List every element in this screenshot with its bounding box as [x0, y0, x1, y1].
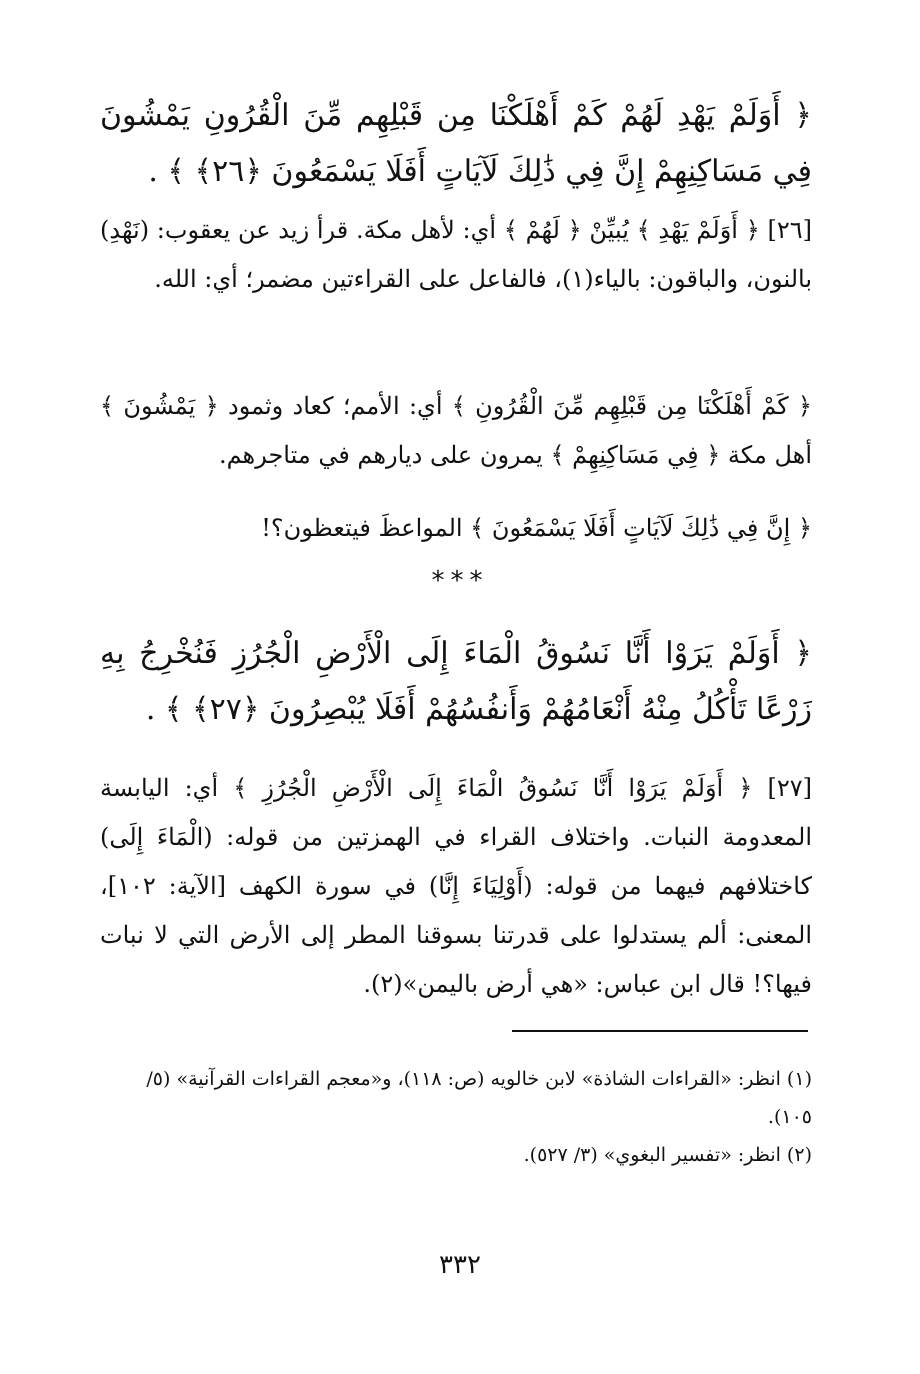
footnote-1: (١) انظر: «القراءات الشاذة» لابن خالويه (ص: ١١٨)، و«معجم القراءات القرآنية» (٥/ ١٠٥). — [146, 1068, 812, 1128]
page-number: ٣٣٢ — [439, 1250, 481, 1280]
quran-verse-26: ﴿ أَوَلَمْ يَهْدِ لَهُمْ كَمْ أَهْلَكْنَا مِن قَبْلِهِم مِّنَ الْقُرُونِ يَمْشُونَ فِي مَسَاكِنِهِمْ إِنَّ فِي ذَٰلِكَ لَآيَاتٍ أَفَلَا يَسْمَعُونَ ﴿٢٦﴾ ﴾ . — [100, 98, 812, 189]
commentary-26-paragraph-2: ﴿ كَمْ أَهْلَكْنَا مِن قَبْلِهِم مِّنَ الْقُرُونِ ﴾ أي: الأمم؛ كعاد وثمود ﴿ يَمْشُونَ ﴾ أهل مكة ﴿ فِي مَسَاكِنِهِمْ ﴾ يمرون على ديارهم في متاجرهم. — [100, 392, 812, 469]
commentary-27-paragraph: [٢٧] ﴿ أَوَلَمْ يَرَوْا أَنَّا نَسُوقُ الْمَاءَ إِلَى الْأَرْضِ الْجُرُزِ ﴾ أي: اليابسة المعدومة النبات. واختلاف القراء في الهمزتين من قوله: (الْمَاءَ إِلَى) كاختلافهم فيهما من قوله: (أَوْلِيَاءَ إِنَّا) في سورة الكهف [الآية: ١٠٢]، المعنى: ألم يستدلوا على قدرتنا بسوقنا المطر إلى الأرض التي لا نبات فيها؟! قال ابن عباس: «هي أرض باليمن»(٢). — [100, 774, 812, 998]
footnote-2: (٢) انظر: «تفسير البغوي» (٣/ ٥٢٧). — [523, 1144, 812, 1166]
section-separator: *** — [431, 566, 489, 596]
quran-verse-27: ﴿ أَوَلَمْ يَرَوْا أَنَّا نَسُوقُ الْمَاءَ إِلَى الْأَرْضِ الْجُرُزِ فَنُخْرِجُ بِهِ زَرْعًا تَأْكُلُ مِنْهُ أَنْعَامُهُمْ وَأَنفُسُهُمْ أَفَلَا يُبْصِرُونَ ﴿٢٧﴾ ﴾ . — [100, 636, 812, 727]
footnote-divider — [512, 1030, 808, 1032]
footnotes — [100, 1060, 812, 1174]
commentary-26-paragraph-1: [٢٦] ﴿ أَوَلَمْ يَهْدِ ﴾ يُبيِّنْ ﴿ لَهُمْ ﴾ أي: لأهل مكة. قرأ زيد عن يعقوب: (نَهْدِ) بالنون، والباقون: بالياء(١)، فالفاعل على القراءتين مضمر؛ أي: الله. — [100, 216, 812, 293]
commentary-26-paragraph-3: ﴿ إِنَّ فِي ذَٰلِكَ لَآيَاتٍ أَفَلَا يَسْمَعُونَ ﴾ المواعظَ فيتعظون؟! — [261, 514, 812, 542]
